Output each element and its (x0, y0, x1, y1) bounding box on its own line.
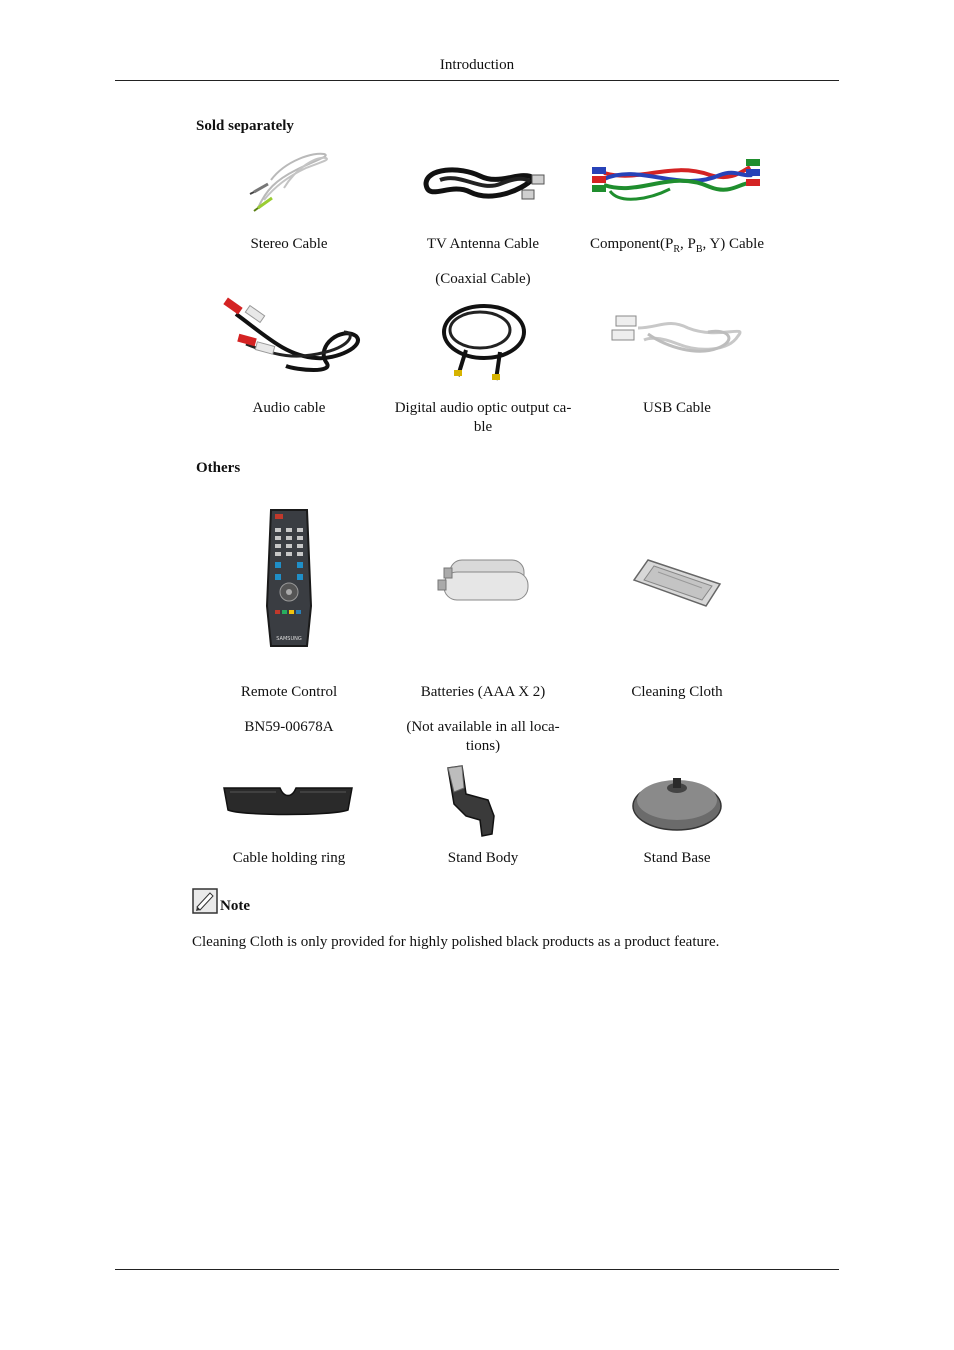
stand-base-label: Stand Base (643, 850, 711, 866)
batteries-availability-note: (Not available in all loca- tions) (406, 719, 560, 754)
section-title-others: Others (196, 460, 241, 476)
cleaning-cloth-image (632, 556, 724, 608)
batteries-image (434, 556, 536, 604)
cable-holding-ring-label: Cable holding ring (232, 850, 346, 866)
note-icon (192, 888, 218, 914)
antenna-cable-image (420, 162, 548, 206)
remote-brand-text: SAMSUNG (276, 636, 302, 642)
stand-body-label: Stand Body (447, 850, 519, 866)
stereo-cable-image (246, 150, 332, 212)
batteries-label: Batteries (AAA X 2) (420, 684, 546, 700)
component-cable-label: $Component(P_R$, $P_B$, Y) Cable (589, 236, 765, 255)
component-cable-image (590, 153, 762, 209)
cleaning-cloth-label: Cleaning Cloth (631, 684, 723, 700)
header-rule (115, 80, 839, 81)
usb-cable-label: USB Cable (643, 400, 711, 416)
antenna-cable-label: TV Antenna Cable (426, 236, 540, 252)
section-title-sold-separately: Sold separately (196, 118, 294, 134)
optic-cable-label: Digital audio optic output ca- ble (394, 400, 572, 435)
optic-cable-image (436, 300, 528, 386)
antenna-cable-sublabel: (Coaxial Cable) (435, 271, 531, 287)
stereo-cable-label: Stereo Cable (250, 236, 328, 252)
stand-base-image (630, 774, 724, 832)
footer-rule (115, 1269, 839, 1270)
page-header-title: Introduction (439, 57, 515, 73)
usb-cable-image (608, 308, 748, 360)
audio-cable-label: Audio cable (252, 400, 326, 416)
remote-control-model: BN59-00678A (244, 719, 334, 735)
audio-cable-image (216, 296, 368, 376)
note-text: Cleaning Cloth is only provided for highly polished black products as a product feature. (192, 934, 720, 950)
note-label: Note (220, 898, 250, 914)
stand-body-image (444, 764, 500, 838)
cable-holding-ring-image (222, 782, 354, 818)
remote-control-label: Remote Control (240, 684, 338, 700)
remote-control-image (265, 506, 313, 652)
